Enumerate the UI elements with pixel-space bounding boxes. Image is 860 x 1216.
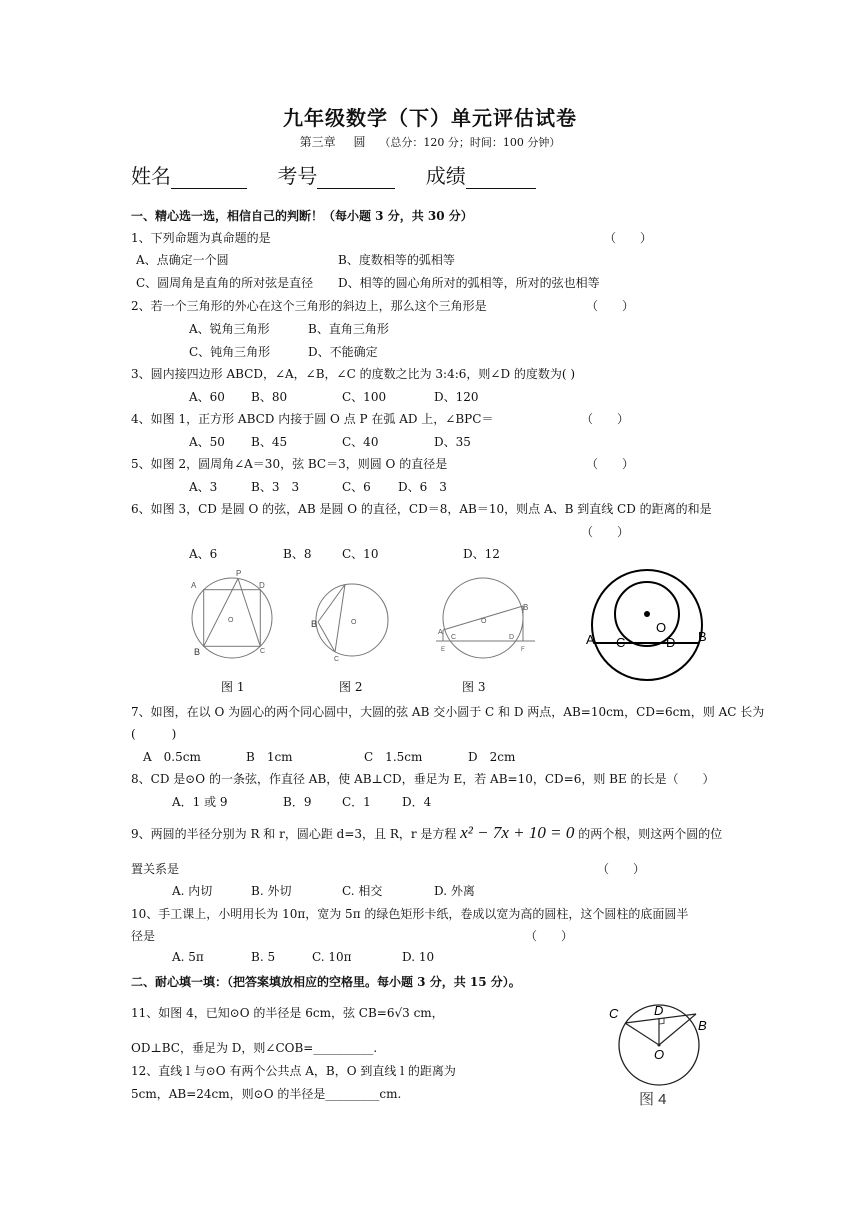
fig2-label-c: C xyxy=(334,656,340,663)
q8-option-a: A．1 或 9 xyxy=(172,795,228,809)
q9-stem-line2: 置关系是 xyxy=(131,862,180,876)
q4-answer-paren[interactable]: （ ） xyxy=(581,412,630,426)
figure-1-square-in-circle xyxy=(182,568,282,668)
figure-3-chord-diameter xyxy=(432,568,537,668)
q10-stem-line2: 径是 xyxy=(131,929,156,943)
figure-2-inscribed-angle xyxy=(305,570,400,665)
fig1-label-b: B xyxy=(194,647,201,657)
fig2-caption: 图 2 xyxy=(339,680,363,694)
q2-option-b: B、直角三角形 xyxy=(308,322,389,336)
student-info-row xyxy=(131,160,560,189)
q4-option-a: A、50 xyxy=(189,435,225,449)
q2-option-a: A、锐角三角形 xyxy=(189,322,270,336)
q9-option-b: B. 外切 xyxy=(251,884,292,898)
q9-answer-paren[interactable]: （ ） xyxy=(597,862,646,876)
fig3-caption: 图 3 xyxy=(462,680,486,694)
exam-subtitle xyxy=(0,133,860,150)
q1-option-a: A、点确定一个圆 xyxy=(136,253,229,267)
q7-option-b: B 1cm xyxy=(246,750,293,764)
exam-title: 九年级数学（下）单元评估试卷 xyxy=(283,106,577,130)
q9-option-a: A. 内切 xyxy=(172,884,213,898)
q4-option-d: D、35 xyxy=(434,435,471,449)
fig2-label-b: B xyxy=(311,619,318,629)
q8-option-d: D．4 xyxy=(402,795,432,809)
name-blank[interactable] xyxy=(171,168,247,189)
fig1-label-c: C xyxy=(260,648,266,655)
q6-stem: 6、如图 3，CD 是圆 O 的弦，AB 是圆 O 的直径，CD＝8，AB＝10，则点 A、B 到直线 CD 的距离的和是 xyxy=(131,502,712,516)
q12-stem: 12、直线 l 与⊙O 有两个公共点 A，B，O 到直线 l 的距离为 xyxy=(131,1064,456,1078)
fig4-caption: 图 4 xyxy=(639,1091,667,1108)
q5-option-c: C、6 xyxy=(342,480,371,494)
q3-option-d: D、120 xyxy=(434,390,479,404)
fig2-label-o: O xyxy=(351,619,357,626)
q7-option-d: D 2cm xyxy=(468,750,516,764)
fig3-label-a: A xyxy=(438,629,443,636)
fig1-label-a: A xyxy=(191,581,197,590)
q10-option-b: B. 5 xyxy=(251,950,276,964)
concentric-label-d: D xyxy=(666,635,676,650)
fig4-label-c: C xyxy=(609,1006,619,1021)
q6-option-c: C、10 xyxy=(342,547,379,561)
q4-option-c: C、40 xyxy=(342,435,379,449)
q7-option-c: C 1.5cm xyxy=(364,750,423,764)
fig1-label-o: O xyxy=(228,617,234,624)
q2-option-d: D、不能确定 xyxy=(308,345,378,359)
q12-line2: 5cm，AB=24cm，则⊙O 的半径是_________cm. xyxy=(131,1087,402,1101)
q8-option-c: C．1 xyxy=(342,795,371,809)
figure-4-circle-chord xyxy=(606,1000,716,1110)
q11-line2: OD⊥BC，垂足为 D，则∠COB=__________. xyxy=(131,1041,378,1055)
q5-answer-paren[interactable]: （ ） xyxy=(586,457,635,471)
q11-stem: 11、如图 4，已知⊙O 的半径是 6cm，弦 CB=6√3 cm， xyxy=(131,1006,444,1020)
q2-answer-paren[interactable]: （ ） xyxy=(586,299,635,313)
fig1-label-d: D xyxy=(259,581,265,590)
q9-equation: x² − 7x + 10 = 0 xyxy=(460,823,575,842)
fig1-label-p: P xyxy=(236,569,242,578)
fig3-label-b: B xyxy=(523,603,529,612)
q7-option-a: A 0.5cm xyxy=(143,750,201,764)
q4-stem: 4、如图 1，正方形 ABCD 内接于圆 O 点 P 在弧 AD 上，∠BPC＝ xyxy=(131,412,494,426)
q5-option-d: D、6 3 xyxy=(398,480,447,494)
q3-option-c: C、100 xyxy=(342,390,387,404)
q2-stem: 2、若一个三角形的外心在这个三角形的斜边上，那么这个三角形是 xyxy=(131,299,487,313)
q3-option-b: B、80 xyxy=(251,390,288,404)
q6-option-d: D、12 xyxy=(463,547,500,561)
q10-answer-paren[interactable]: （ ） xyxy=(525,929,574,943)
fig3-label-e: E xyxy=(441,647,446,653)
q2-option-c: C、钝角三角形 xyxy=(189,345,271,359)
q10-option-d: D. 10 xyxy=(402,950,435,964)
q1-option-c: C、圆周角是直角的所对弦是直径 xyxy=(136,276,314,290)
fig3-label-o: O xyxy=(481,618,487,625)
q1-stem: 1、下列命题为真命题的是 xyxy=(131,231,271,245)
fig4-label-d: D xyxy=(654,1003,664,1018)
q10-option-c: C. 10π xyxy=(312,950,352,964)
fig1-caption: 图 1 xyxy=(221,680,245,694)
q4-option-b: B、45 xyxy=(251,435,288,449)
q1-answer-paren[interactable]: （ ） xyxy=(604,231,653,245)
q9-option-c: C. 相交 xyxy=(342,884,383,898)
concentric-label-c: C xyxy=(616,635,626,650)
figure-concentric-circles xyxy=(582,566,712,686)
q5-option-b: B、3 3 xyxy=(251,480,300,494)
concentric-label-a: A xyxy=(586,632,595,647)
score-blank[interactable] xyxy=(466,168,536,189)
fig4-label-b: B xyxy=(698,1018,707,1033)
q3-stem: 3、圆内接四边形 ABCD，∠A，∠B，∠C 的度数之比为 3:4:6，则∠D 的度数为( ) xyxy=(131,367,576,381)
name-label: 姓名 xyxy=(131,164,171,188)
q9-option-d: D. 外离 xyxy=(434,884,475,898)
fig4-label-o: O xyxy=(654,1047,665,1062)
q9-stem-after: 的两个根，则这两个圆的位 xyxy=(578,827,723,841)
q8-option-b: B．9 xyxy=(283,795,312,809)
q1-option-d: D、相等的圆心角所对的弧相等，所对的弦也相等 xyxy=(338,276,600,290)
section1-heading: 一、精心选一选，相信自己的判断！（每小题 3 分，共 30 分） xyxy=(131,209,473,223)
q8-stem: 8、CD 是⊙O 的一条弦，作直径 AB，使 AB⊥CD，垂足为 E，若 AB=10，CD=6，则 BE 的长是（ ） xyxy=(131,772,715,786)
q3-option-a: A、60 xyxy=(189,390,225,404)
score-info: （总分：120 分；时间：100 分钟） xyxy=(379,136,561,149)
exam-no-label: 考号 xyxy=(277,164,318,188)
q1-option-b: B、度数相等的弧相等 xyxy=(338,253,455,267)
q9-stem-line1 xyxy=(131,823,722,843)
q5-option-a: A、3 xyxy=(189,480,218,494)
q6-option-b: B、8 xyxy=(283,547,312,561)
concentric-label-b: B xyxy=(698,629,707,644)
q7-answer-paren[interactable]: ( ) xyxy=(131,727,177,741)
topic-label: 圆 xyxy=(353,135,366,149)
chapter-label: 第三章 xyxy=(299,135,336,149)
concentric-label-o: O xyxy=(656,620,667,635)
q6-answer-paren[interactable]: （ ） xyxy=(581,525,630,539)
q9-stem-before: 9、两圆的半径分别为 R 和 r，圆心距 d=3，且 R，r 是方程 xyxy=(131,827,457,841)
q5-stem: 5、如图 2，圆周角∠A＝30，弦 BC＝3，则圆 O 的直径是 xyxy=(131,457,448,471)
q10-stem-line1: 10、手工课上，小明用长为 10π，宽为 5π 的绿色矩形卡纸，卷成以宽为高的圆柱，这个圆柱的底面圆半 xyxy=(131,907,689,921)
score-label: 成绩 xyxy=(425,164,466,188)
section2-heading: 二、耐心填一填：（把答案填放相应的空格里。每小题 3 分，共 15 分）。 xyxy=(131,975,521,989)
q6-option-a: A、6 xyxy=(189,547,218,561)
fig3-label-f: F xyxy=(521,647,525,653)
fig3-label-c: C xyxy=(451,634,457,641)
q7-stem: 7、如图，在以 O 为圆心的两个同心圆中，大圆的弦 AB 交小圆于 C 和 D 两点，AB=10cm，CD=6cm，则 AC 长为 xyxy=(131,705,765,719)
exam-no-blank[interactable] xyxy=(317,168,395,189)
q10-option-a: A. 5π xyxy=(172,950,204,964)
fig3-label-d: D xyxy=(509,634,515,641)
